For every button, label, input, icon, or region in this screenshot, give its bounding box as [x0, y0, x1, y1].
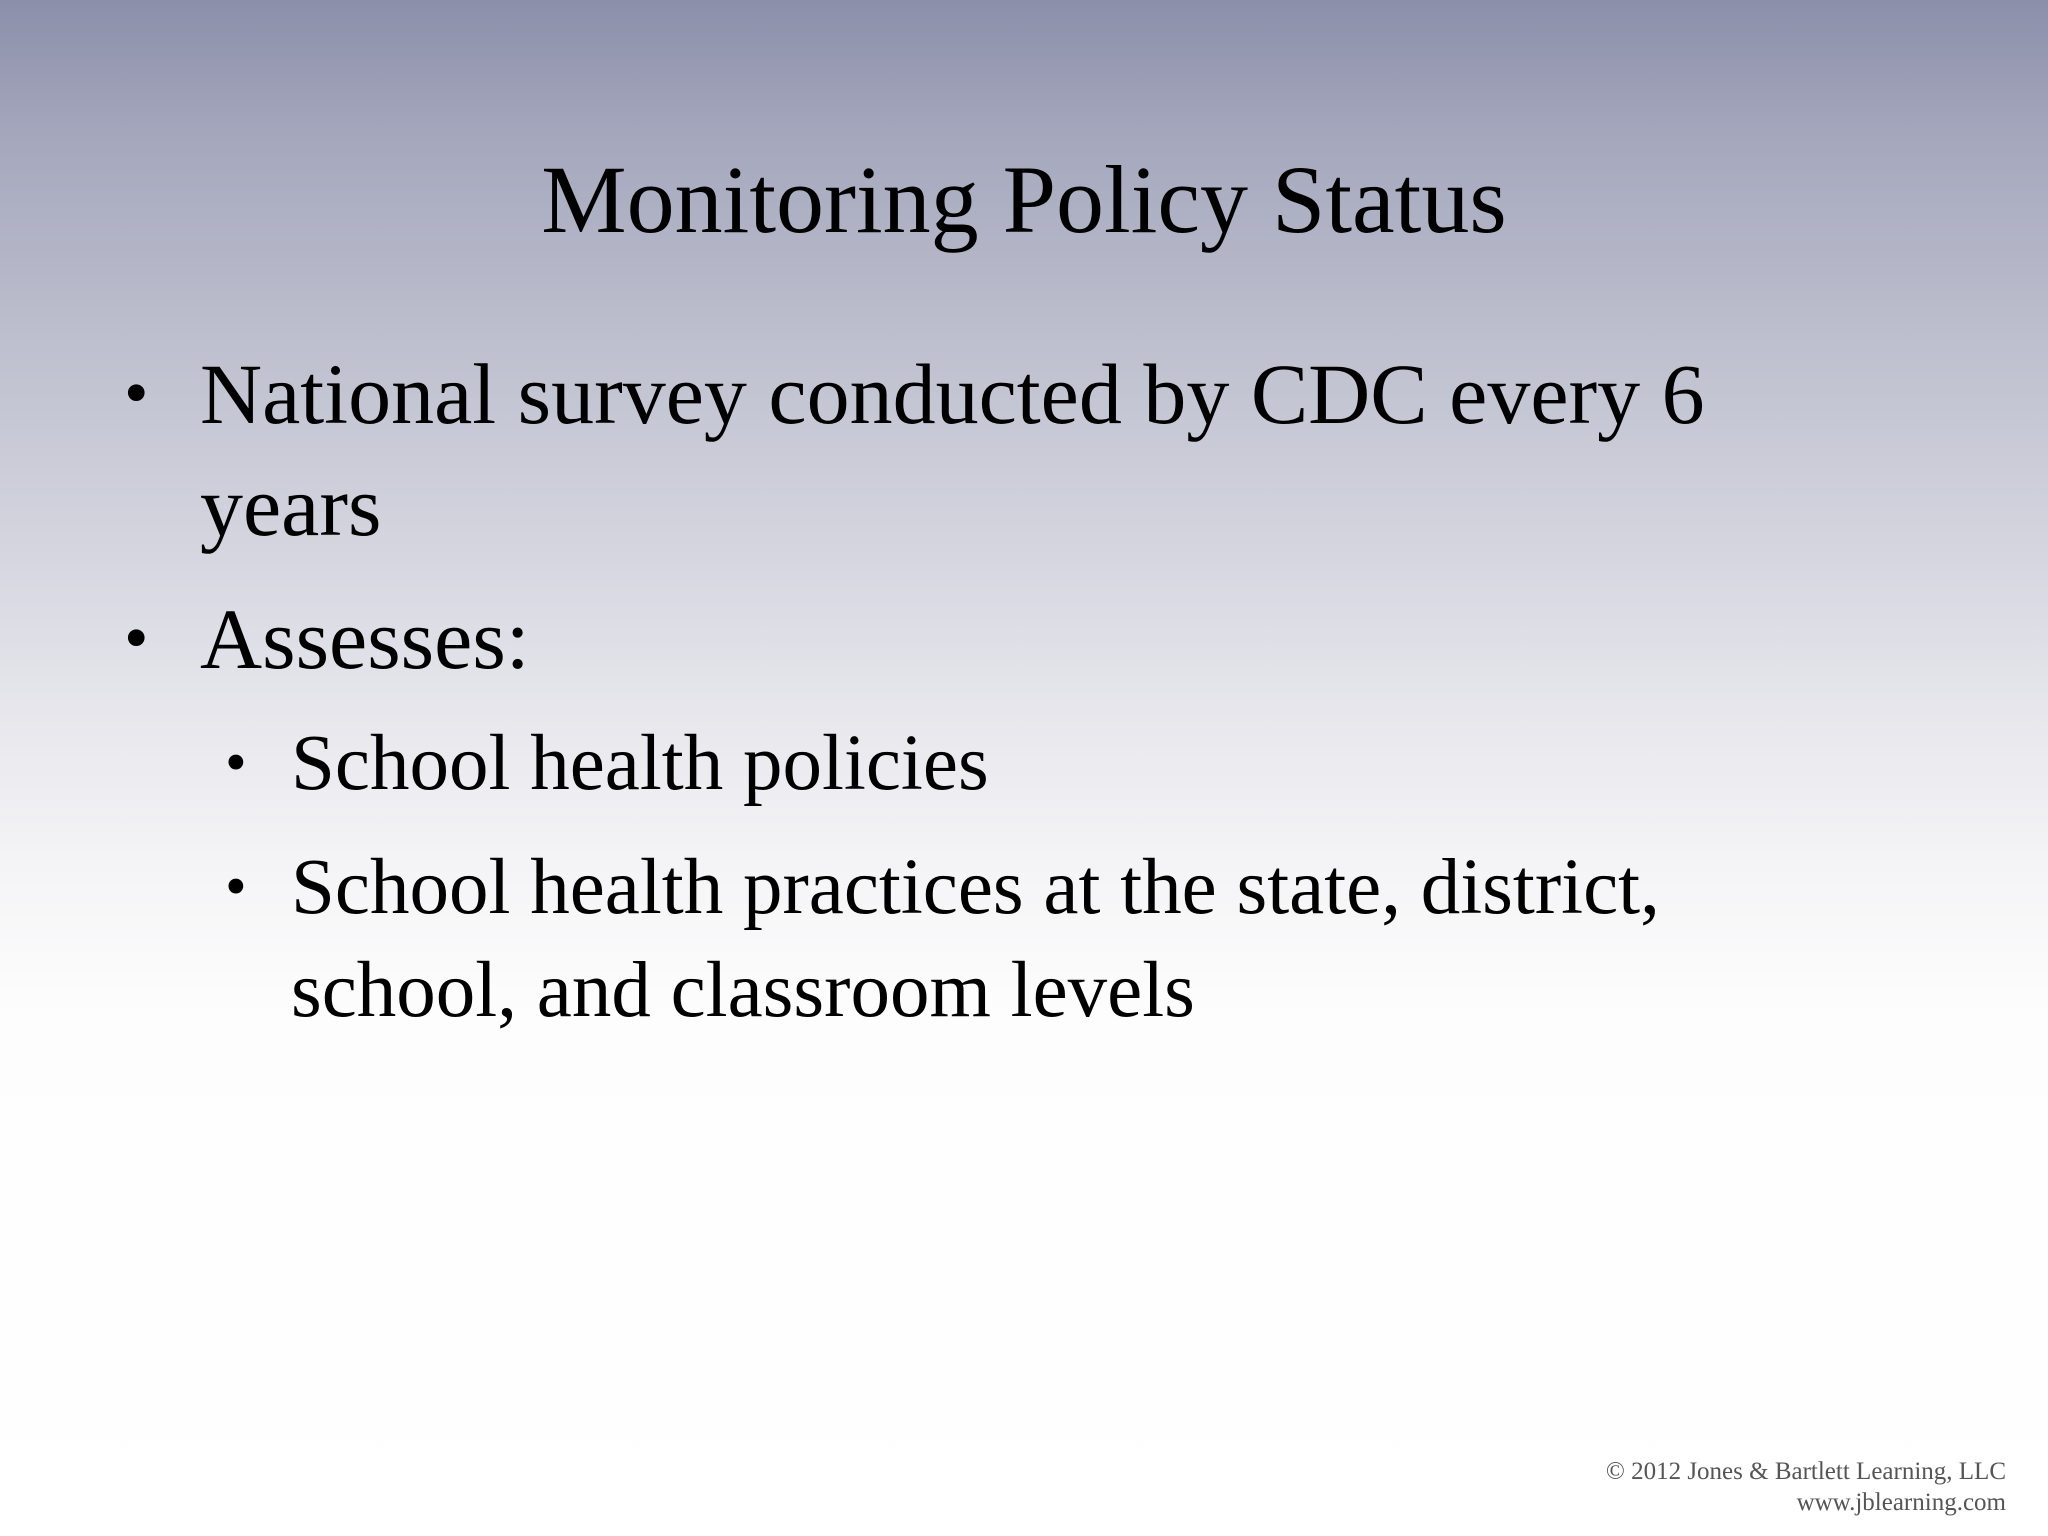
bullet-marker: •: [225, 729, 247, 797]
copyright-text: © 2012 Jones & Bartlett Learning, LLC: [1605, 1458, 2006, 1485]
bullet-text-line: School health practices at the state, district,: [291, 844, 1660, 931]
bullet-text-line: years: [200, 458, 382, 554]
sub-bullet-school-health-policies: [225, 712, 989, 815]
bullet-marker: •: [124, 355, 149, 432]
bullet-text-line: school, and classroom levels: [291, 947, 1195, 1034]
bullet-national-survey: [124, 338, 1705, 562]
bullet-assesses: [124, 583, 530, 695]
publisher-website: www.jblearning.com: [1796, 1489, 2006, 1516]
bullet-marker: •: [124, 600, 149, 677]
copyright-notice: [1606, 1456, 2006, 1518]
sub-bullet-school-health-practices: [225, 836, 1660, 1042]
bullet-text-line: National survey conducted by CDC every 6: [200, 346, 1705, 442]
bullet-text-line: School health policies: [291, 720, 989, 807]
bullet-marker: •: [225, 853, 247, 921]
bullet-text-line: Assesses:: [200, 591, 530, 687]
slide-title: Monitoring Policy Status: [541, 146, 1507, 253]
